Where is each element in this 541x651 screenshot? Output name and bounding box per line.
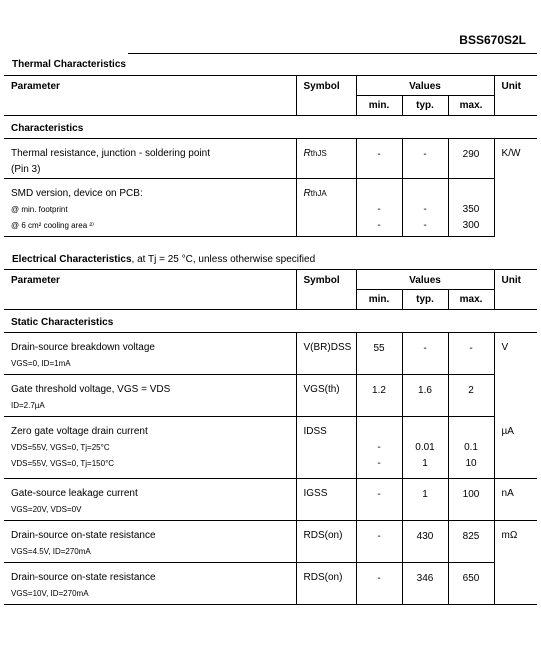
param-text: Gate threshold voltage, VGS = VDS <box>11 384 171 395</box>
electrical-title-rest: , at Tj = 25 °C, unless otherwise specified <box>131 254 316 265</box>
electrical-row-5-unit: mΩ <box>494 521 537 605</box>
symbol-sub: thJA <box>310 189 327 198</box>
electrical-row-2-max: 2 <box>448 375 494 417</box>
electrical-row-6-symbol: RDS(on) <box>296 563 356 605</box>
electrical-header-values: Values <box>356 270 494 290</box>
param-cond-1: VDS=55V, VGS=0, Tj=25°C <box>11 443 110 452</box>
value: 0.1 <box>464 442 478 453</box>
value: - <box>377 458 381 469</box>
param-text: Gate-source leakage current <box>11 488 138 499</box>
thermal-row-2-max <box>448 179 494 237</box>
electrical-row-3-symbol: IDSS <box>296 417 356 479</box>
param-cond-2: @ 6 cm² cooling area ²⁾ <box>11 221 95 230</box>
electrical-row-4-unit: nA <box>494 479 537 521</box>
thermal-header-typ: typ. <box>402 96 448 116</box>
electrical-row-4-param <box>4 479 296 521</box>
electrical-row-5-min: - <box>356 521 402 563</box>
thermal-row-2-param <box>4 179 296 237</box>
param-cond-2: VDS=55V, VGS=0, Tj=150°C <box>11 459 115 468</box>
thermal-header-values: Values <box>356 76 494 96</box>
param-cond: VGS=20V, VDS=0V <box>11 505 82 514</box>
electrical-header-parameter: Parameter <box>4 270 296 310</box>
electrical-row-4-max: 100 <box>448 479 494 521</box>
thermal-row-1-max: 290 <box>448 139 494 179</box>
electrical-row-4-symbol: IGSS <box>296 479 356 521</box>
electrical-table <box>4 269 537 605</box>
thermal-row-2-symbol <box>296 179 356 237</box>
thermal-row-2-min <box>356 179 402 237</box>
electrical-row-2-typ: 1.6 <box>402 375 448 417</box>
value: 1 <box>422 458 428 469</box>
electrical-row-5-param <box>4 521 296 563</box>
electrical-row-3-min <box>356 417 402 479</box>
param-cond-1: @ min. footprint <box>11 205 68 214</box>
value: 10 <box>465 458 477 469</box>
thermal-header-unit: Unit <box>494 76 537 116</box>
electrical-title-bold: Electrical Characteristics <box>12 254 132 265</box>
electrical-row-3-unit: µA <box>494 417 537 479</box>
electrical-row-4-typ: 1 <box>402 479 448 521</box>
electrical-row-2-min: 1.2 <box>356 375 402 417</box>
electrical-section: Static Characteristics <box>4 310 537 333</box>
thermal-row-1-symbol <box>296 139 356 179</box>
electrical-row-6-min: - <box>356 563 402 605</box>
thermal-row-1-param <box>4 139 296 179</box>
electrical-header-unit: Unit <box>494 270 537 310</box>
thermal-section: Characteristics <box>4 116 537 139</box>
electrical-header-symbol: Symbol <box>296 270 356 310</box>
param-note: (Pin 3) <box>11 164 41 175</box>
electrical-row-5-symbol: RDS(on) <box>296 521 356 563</box>
value: - <box>423 220 427 231</box>
value: - <box>423 204 427 215</box>
electrical-row-1-min: 55 <box>356 333 402 375</box>
param-text: Drain-source on-state resistance <box>11 572 156 583</box>
param-text: Drain-source breakdown voltage <box>11 342 155 353</box>
electrical-row-5-max: 825 <box>448 521 494 563</box>
electrical-row-1-max: - <box>448 333 494 375</box>
electrical-row-5-typ: 430 <box>402 521 448 563</box>
electrical-row-1-param <box>4 333 296 375</box>
electrical-row-6-max: 650 <box>448 563 494 605</box>
value: 0.01 <box>415 442 435 453</box>
electrical-row-3-param <box>4 417 296 479</box>
electrical-row-3-typ <box>402 417 448 479</box>
electrical-row-2-param <box>4 375 296 417</box>
electrical-row-6-typ: 346 <box>402 563 448 605</box>
param-text: Thermal resistance, junction - soldering point <box>11 148 210 159</box>
param-cond: VGS=10V, ID=270mA <box>11 589 89 598</box>
thermal-header-min: min. <box>356 96 402 116</box>
thermal-row-2-typ <box>402 179 448 237</box>
electrical-header-max: max. <box>448 290 494 310</box>
electrical-header-typ: typ. <box>402 290 448 310</box>
electrical-row-1-typ: - <box>402 333 448 375</box>
param-text: Drain-source on-state resistance <box>11 530 156 541</box>
value: - <box>377 204 381 215</box>
thermal-row-1-typ: - <box>402 139 448 179</box>
thermal-row-1-min: - <box>356 139 402 179</box>
symbol-main: R <box>303 148 311 159</box>
param-cond: VGS=4.5V, ID=270mA <box>11 547 91 556</box>
electrical-row-1-symbol: V(BR)DSS <box>296 333 356 375</box>
electrical-header-min: min. <box>356 290 402 310</box>
electrical-row-2-symbol: VGS(th) <box>296 375 356 417</box>
electrical-row-6-param <box>4 563 296 605</box>
thermal-header-parameter: Parameter <box>4 76 296 116</box>
electrical-row-4-min: - <box>356 479 402 521</box>
param-text: SMD version, device on PCB: <box>11 188 143 199</box>
param-cond: ID=2.7µA <box>11 401 45 410</box>
thermal-header-max: max. <box>448 96 494 116</box>
part-number: BSS670S2L <box>459 33 526 47</box>
symbol-sub: thJS <box>310 149 327 158</box>
thermal-row-1-unit: K/W <box>501 148 521 159</box>
thermal-title: Thermal Characteristics <box>12 59 126 70</box>
electrical-row-3-max <box>448 417 494 479</box>
electrical-row-1-unit: V <box>501 342 509 353</box>
value: 350 <box>462 204 480 215</box>
electrical-title <box>12 254 315 265</box>
thermal-header-symbol: Symbol <box>296 76 356 116</box>
value: - <box>377 442 381 453</box>
value: 300 <box>462 220 480 231</box>
thermal-table <box>4 75 537 237</box>
symbol-main: R <box>303 188 311 199</box>
param-cond: VGS=0, ID=1mA <box>11 359 71 368</box>
param-text: Zero gate voltage drain current <box>11 426 148 437</box>
value: - <box>377 220 381 231</box>
header-rule <box>128 53 537 54</box>
